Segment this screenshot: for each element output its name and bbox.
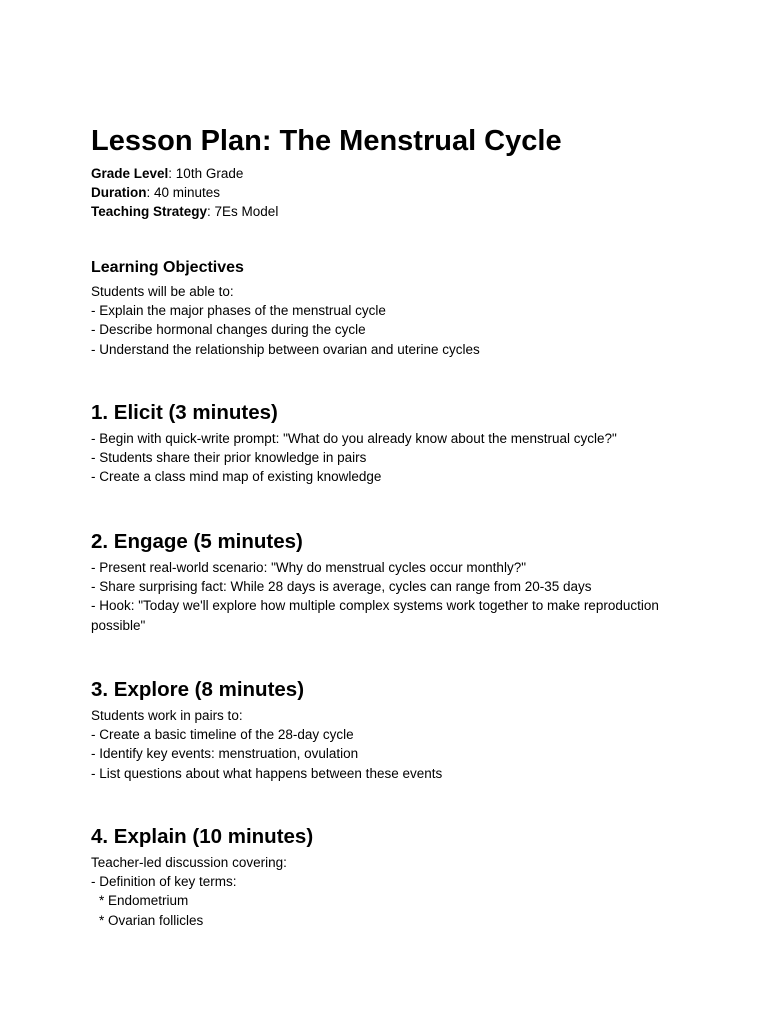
elicit-item: - Begin with quick-write prompt: "What do you already know about the menstrual cycle?"	[91, 431, 617, 446]
grade-level-label: Grade Level	[91, 166, 169, 181]
teaching-strategy-line	[91, 203, 278, 222]
explore-body	[91, 706, 691, 783]
elicit-item: - Students share their prior knowledge in pairs	[91, 450, 367, 466]
engage-item: - Hook: "Today we'll explore how multiple complex systems work together to make reproduction possible"	[91, 598, 659, 633]
teaching-strategy-value: : 7Es Model	[207, 203, 279, 219]
duration-line	[91, 184, 278, 203]
learning-objectives-heading: Learning Objectives	[91, 259, 244, 276]
page-title: Lesson Plan: The Menstrual Cycle	[91, 125, 562, 157]
learning-objectives-body	[91, 282, 691, 359]
explore-item: - List questions about what happens between these events	[91, 765, 443, 781]
explore-heading: 3. Explore (8 minutes)	[91, 678, 305, 701]
elicit-heading: 1. Elicit (3 minutes)	[91, 401, 278, 424]
engage-item: - Share surprising fact: While 28 days is average, cycles can range from 20-35 days	[91, 579, 592, 595]
objective-item: - Explain the major phases of the menstrual cycle	[91, 303, 386, 319]
explain-item: - Definition of key terms:	[91, 874, 237, 890]
teaching-strategy-label: Teaching Strategy	[91, 203, 208, 219]
explain-heading: 4. Explain (10 minutes)	[91, 825, 314, 848]
elicit-item: - Create a class mind map of existing knowledge	[91, 469, 382, 485]
engage-heading: 2. Engage (5 minutes)	[91, 530, 303, 553]
explore-item: - Create a basic timeline of the 28-day cycle	[91, 727, 354, 743]
duration-value: : 40 minutes	[146, 184, 221, 200]
explain-intro: Teacher-led discussion covering:	[91, 855, 287, 870]
explore-item: - Identify key events: menstruation, ovulation	[91, 746, 359, 762]
explain-subitem: * Endometrium	[99, 893, 189, 909]
explain-body	[91, 853, 691, 930]
objective-item: - Understand the relationship between ovarian and uterine cycles	[91, 341, 480, 357]
engage-body	[91, 558, 691, 635]
engage-item: - Present real-world scenario: "Why do menstrual cycles occur monthly?"	[91, 560, 526, 575]
lesson-meta	[91, 165, 278, 221]
grade-level-line	[91, 165, 278, 184]
grade-level-value: : 10th Grade	[168, 166, 244, 181]
explain-subitem: * Ovarian follicles	[99, 912, 204, 928]
explore-intro: Students work in pairs to:	[91, 708, 243, 723]
duration-label: Duration	[91, 184, 147, 200]
objectives-intro: Students will be able to:	[91, 284, 234, 299]
elicit-body	[91, 429, 691, 487]
objective-item: - Describe hormonal changes during the cycle	[91, 322, 366, 338]
